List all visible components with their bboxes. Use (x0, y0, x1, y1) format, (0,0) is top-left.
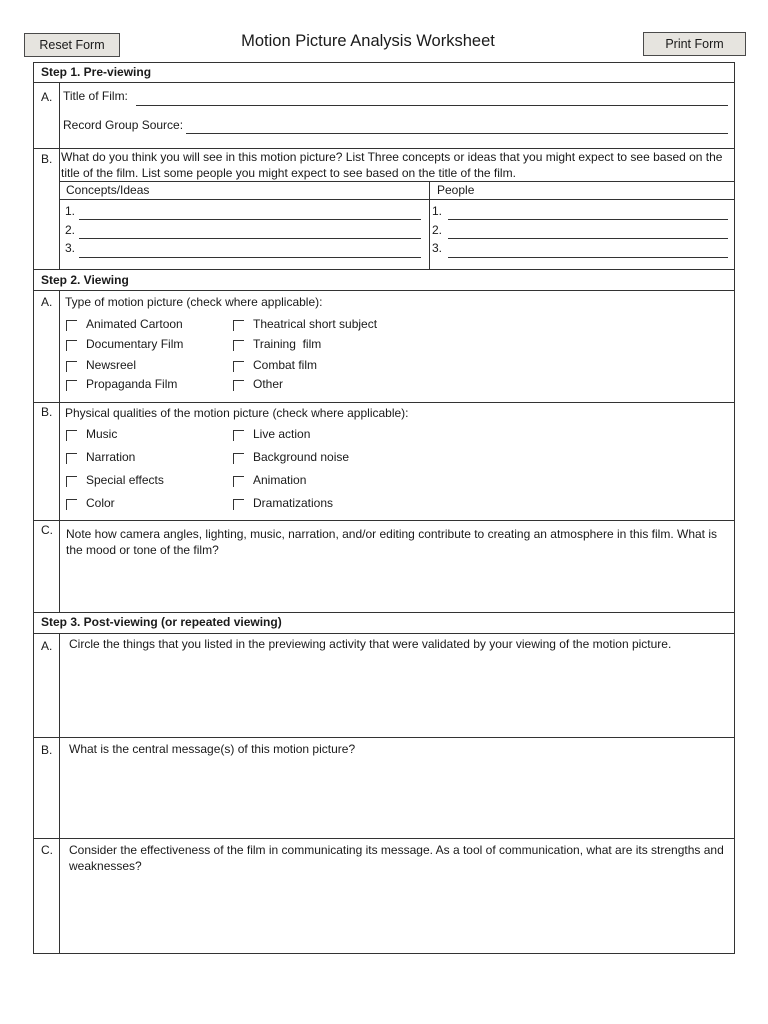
step3-c-answer-area[interactable] (64, 878, 729, 950)
page-title: Motion Picture Analysis Worksheet (241, 32, 495, 50)
title-of-film-label: Title of Film: (63, 89, 128, 103)
checkbox-newsreel[interactable] (66, 358, 136, 372)
checkbox-music[interactable] (66, 427, 117, 441)
checkbox-label: Dramatizations (253, 496, 334, 510)
step2-heading: Step 2. Viewing (41, 273, 129, 287)
people-2-field[interactable] (448, 238, 728, 239)
reset-form-button[interactable]: Reset Form (24, 33, 120, 57)
checkbox-label: Music (86, 427, 118, 441)
people-header: People (437, 183, 475, 197)
step3-a-letter: A. (41, 639, 53, 653)
checkbox-box[interactable] (233, 380, 244, 391)
checkbox-color[interactable] (66, 496, 115, 510)
checkbox-dramatizations[interactable] (233, 496, 333, 510)
people-1-field[interactable] (448, 219, 728, 220)
concept-number: 3. (65, 241, 76, 255)
checkbox-other[interactable] (233, 377, 283, 391)
checkbox-animated-cartoon[interactable] (66, 317, 183, 331)
concepts-ideas-header: Concepts/Ideas (66, 183, 150, 197)
step1-b-letter: B. (41, 152, 53, 166)
divider (34, 633, 734, 634)
step2-a-question: Type of motion picture (check where applicable): (65, 295, 323, 309)
checkbox-label: Combat film (253, 358, 318, 372)
checkbox-label: Animation (253, 473, 307, 487)
checkbox-label: Animated Cartoon (86, 317, 183, 331)
checkbox-box[interactable] (66, 453, 77, 464)
checkbox-live-action[interactable] (233, 427, 310, 441)
checkbox-narration[interactable] (66, 450, 135, 464)
checkbox-training-film[interactable] (233, 337, 321, 351)
record-group-source-label: Record Group Source: (63, 118, 184, 132)
divider (34, 838, 734, 839)
step3-a-question: Circle the things that you listed in the previewing activity that were validated by your viewing of the motion picture. (69, 637, 672, 651)
checkbox-box[interactable] (66, 340, 77, 351)
checkbox-label: Special effects (86, 473, 164, 487)
checkbox-label: Background noise (253, 450, 350, 464)
step3-heading: Step 3. Post-viewing (or repeated viewing) (41, 615, 282, 629)
column-divider (429, 181, 430, 269)
checkbox-propaganda-film[interactable] (66, 377, 177, 391)
divider (34, 737, 734, 738)
people-number: 1. (432, 204, 443, 218)
checkbox-combat-film[interactable] (233, 358, 317, 372)
checkbox-label: Color (86, 496, 115, 510)
checkbox-background-noise[interactable] (233, 450, 349, 464)
step1-a-letter: A. (41, 90, 53, 104)
checkbox-box[interactable] (233, 499, 244, 510)
divider (34, 148, 734, 149)
step2-c-answer-area[interactable] (64, 558, 729, 608)
people-number: 3. (432, 241, 443, 255)
column-divider (59, 633, 60, 954)
step2-c-letter: C. (41, 523, 53, 537)
checkbox-box[interactable] (66, 320, 77, 331)
step2-a-letter: A. (41, 295, 53, 309)
divider (34, 612, 734, 613)
step3-b-answer-area[interactable] (64, 763, 729, 833)
checkbox-special-effects[interactable] (66, 473, 164, 487)
worksheet-form (33, 62, 735, 954)
checkbox-theatrical-short[interactable] (233, 317, 377, 331)
divider (34, 520, 734, 521)
checkbox-animation[interactable] (233, 473, 306, 487)
step1-heading: Step 1. Pre-viewing (41, 65, 152, 79)
concept-3-field[interactable] (79, 257, 421, 258)
checkbox-box[interactable] (233, 340, 244, 351)
divider (59, 181, 734, 182)
checkbox-label: Newsreel (86, 358, 137, 372)
checkbox-box[interactable] (66, 476, 77, 487)
record-group-source-field[interactable] (186, 133, 728, 134)
step2-b-question: Physical qualities of the motion picture (check where applicable): (65, 406, 409, 420)
divider (34, 290, 734, 291)
column-divider (59, 290, 60, 612)
checkbox-box[interactable] (66, 380, 77, 391)
step3-c-letter: C. (41, 843, 53, 857)
checkbox-label: Propaganda Film (86, 377, 178, 391)
checkbox-box[interactable] (66, 430, 77, 441)
step3-c-question: Consider the effectiveness of the film in communicating its message. As a tool of communication, what are its strengths and weaknesses? (69, 843, 724, 873)
checkbox-box[interactable] (233, 361, 244, 372)
column-divider (59, 82, 60, 148)
checkbox-label: Theatrical short subject (253, 317, 378, 331)
checkbox-box[interactable] (233, 320, 244, 331)
divider (59, 199, 734, 200)
step3-b-letter: B. (41, 743, 53, 757)
checkbox-documentary-film[interactable] (66, 337, 183, 351)
checkbox-box[interactable] (66, 361, 77, 372)
column-divider (59, 148, 60, 269)
divider (34, 269, 734, 270)
concept-2-field[interactable] (79, 238, 421, 239)
print-form-button[interactable]: Print Form (643, 32, 746, 56)
step2-b-letter: B. (41, 405, 53, 419)
checkbox-box[interactable] (233, 476, 244, 487)
concept-number: 2. (65, 223, 76, 237)
step3-a-answer-area[interactable] (64, 658, 729, 733)
people-number: 2. (432, 223, 443, 237)
step2-c-question: Note how camera angles, lighting, music, narration, and/or editing contribute to creating an atmosphere in this film. What is the mood or tone of the film? (66, 527, 717, 557)
divider (34, 82, 734, 83)
checkbox-label: Training film (253, 337, 322, 351)
concept-number: 1. (65, 204, 76, 218)
divider (34, 402, 734, 403)
checkbox-box[interactable] (233, 430, 244, 441)
checkbox-label: Other (253, 377, 284, 391)
checkbox-label: Live action (253, 427, 311, 441)
concept-1-field[interactable] (79, 219, 421, 220)
step1-b-question: What do you think you will see in this motion picture? List Three concepts or ideas that you might expect to see based on the title of the film. List some people you might expect to see based on the title of the film. (61, 150, 723, 180)
checkbox-box[interactable] (233, 453, 244, 464)
checkbox-label: Documentary Film (86, 337, 184, 351)
step3-b-question: What is the central message(s) of this motion picture? (69, 742, 356, 756)
people-3-field[interactable] (448, 257, 728, 258)
title-of-film-field[interactable] (136, 105, 728, 106)
checkbox-box[interactable] (66, 499, 77, 510)
checkbox-label: Narration (86, 450, 136, 464)
